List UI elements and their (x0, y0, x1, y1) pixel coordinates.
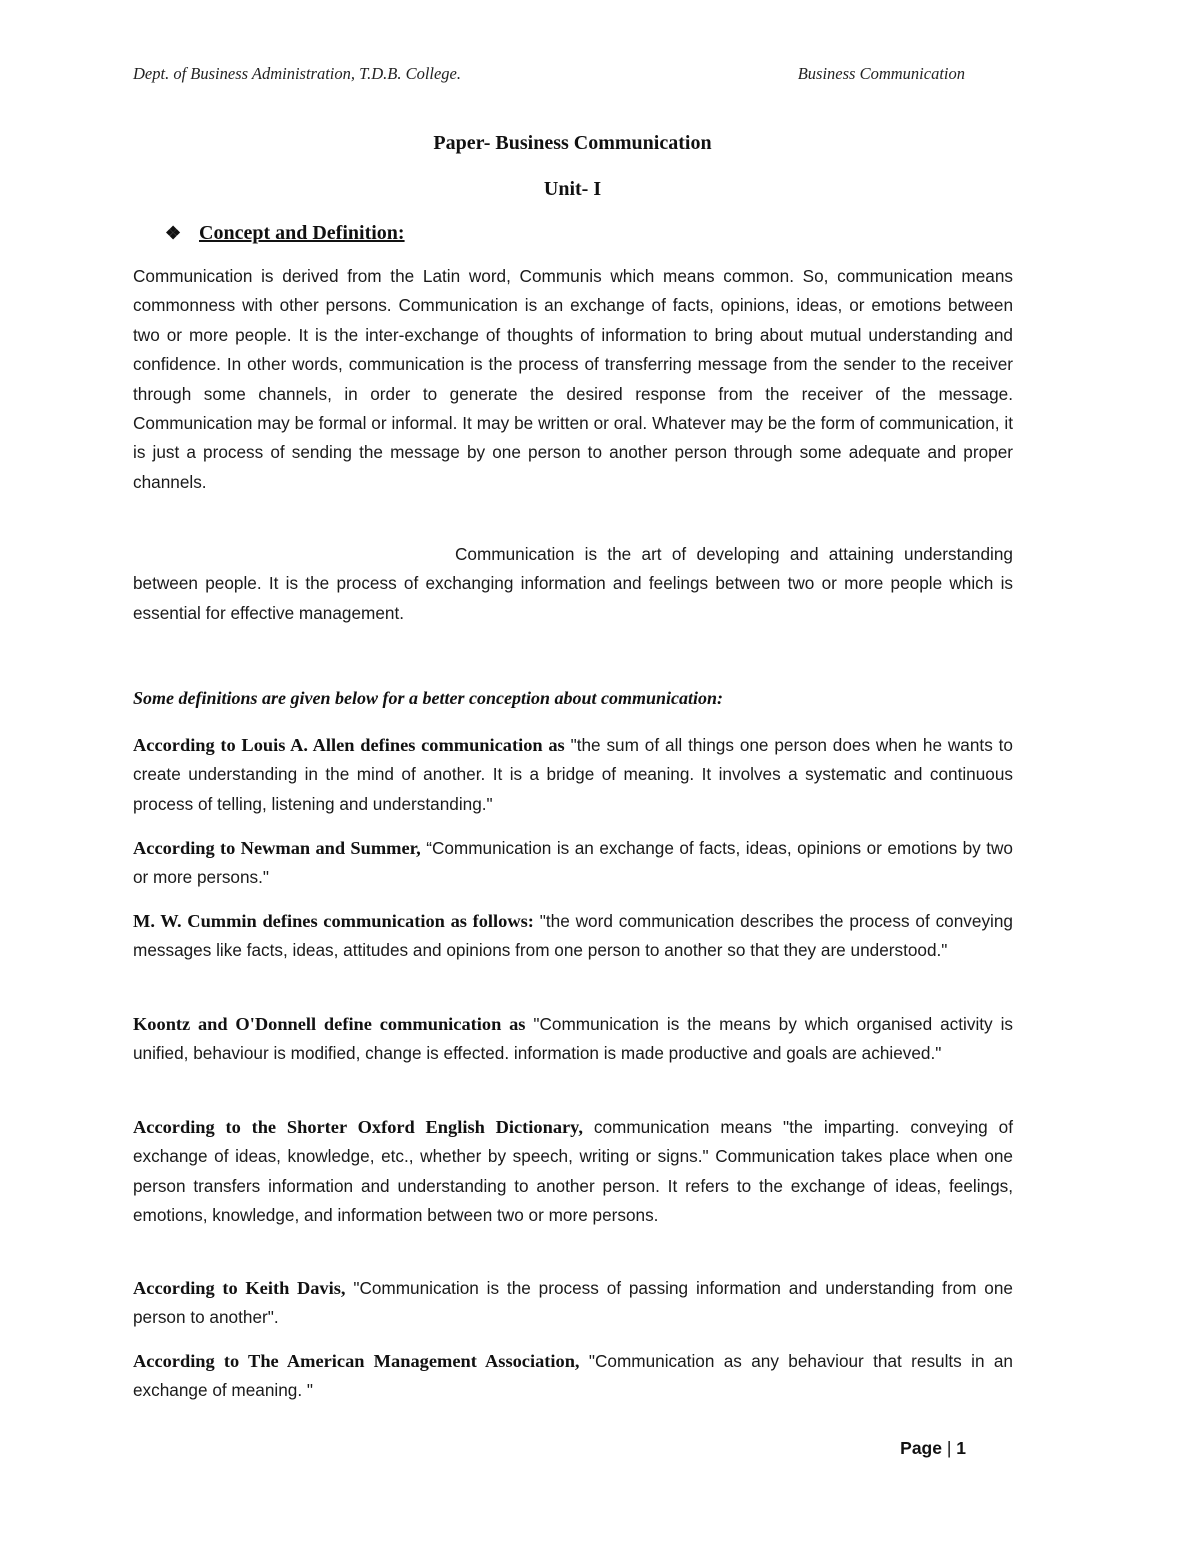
definitions-intro: Some definitions are given below for a better conception about communication: (133, 688, 723, 708)
unit-title: Unit- I (543, 178, 602, 200)
paper-title: Paper- Business Communication (433, 132, 712, 154)
definition-text: "the word communication describes the process of conveying messages like facts, ideas, attitudes and opinions from one person to another so that they are understood." (133, 911, 1013, 961)
definition-oxford (133, 1113, 1013, 1231)
section-heading-text: Concept and Definition: (199, 222, 405, 244)
page-number: 1 (956, 1438, 966, 1458)
page-separator: | (941, 1438, 957, 1458)
definition-text: "Communication as any behaviour that results in an exchange of meaning. " (133, 1351, 1013, 1401)
definition-lead: According to Louis A. Allen defines communication as (133, 735, 565, 755)
definition-lead: According to Keith Davis, (133, 1278, 346, 1298)
definition-koontz-odonnell (133, 1010, 1013, 1069)
definition-lead: According to the Shorter Oxford English Dictionary, (133, 1117, 583, 1137)
page-label: Page (900, 1438, 942, 1458)
definition-text: "Communication is the process of passing information and understanding from one person to another". (133, 1278, 1013, 1328)
definition-lead: According to The American Management Association, (133, 1351, 580, 1371)
paragraph-art: Communication is the art of developing and attaining understanding between people. It is the process of exchanging information and feelings between two or more people which is essential for effective management. (133, 544, 1013, 623)
definition-cummin (133, 907, 1013, 966)
paragraph-intro: Communication is derived from the Latin word, Communis which means common. So, communication means commonness with other persons. Communication is an exchange of facts, opinions, ideas, or emotions between two or more people. It is the inter-exchange of thoughts of information to bring about mutual understanding and confidence. In other words, communication is the process of transferring message from the sender to the receiver through some channels, in order to generate the desired response from the receiver of the message. Communication may be formal or informal. It may be written or oral. Whatever may be the form of communication, it is just a process of sending the message by one person to another person through some adequate and proper channels. (133, 266, 1013, 492)
section-heading (165, 222, 405, 245)
header-right: Business Communication (797, 64, 965, 83)
definition-lead: M. W. Cummin defines communication as follows: (133, 911, 534, 931)
page-footer (900, 1438, 966, 1459)
page-header (133, 64, 965, 88)
diamond-bullet-icon: ❖ (165, 223, 182, 243)
definition-lead: Koontz and O'Donnell define communication as (133, 1014, 526, 1034)
definition-newman-summer (133, 834, 1013, 893)
header-left: Dept. of Business Administration, T.D.B. College. (133, 64, 462, 83)
definition-lead: According to Newman and Summer, (133, 838, 421, 858)
definition-text: "Communication is the means by which organised activity is unified, behaviour is modified, change is effected. information is made productive and goals are achieved." (133, 1014, 1014, 1064)
definition-allen (133, 731, 1013, 819)
definition-text: "the sum of all things one person does when he wants to create understanding in the mind of another. It is a bridge of meaning. It involves a systematic and continuous process of telling, listening and understanding." (133, 735, 1013, 814)
definition-text: communication means "the imparting. conveying of exchange of ideas, knowledge, etc., whether by speech, writing or signs." Communication takes place when one person transfers information and understanding to another person. It refers to the exchange of ideas, feelings, emotions, knowledge, and information between two or more persons. (133, 1117, 1013, 1226)
definition-keith-davis (133, 1274, 1013, 1333)
definition-text: “Communication is an exchange of facts, ideas, opinions or emotions by two or more persons." (133, 838, 1013, 888)
definition-ama (133, 1347, 1013, 1406)
